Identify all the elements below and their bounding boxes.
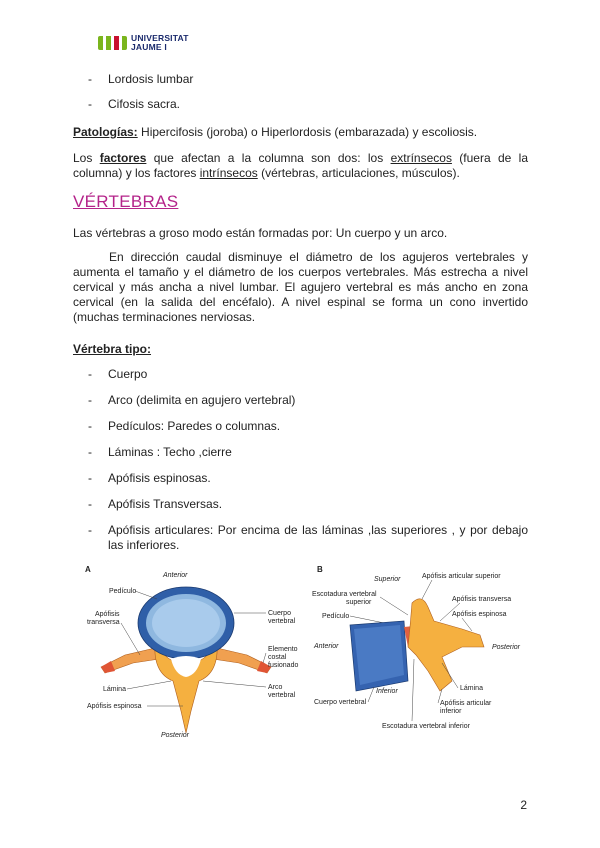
- figure-a-letter: A: [85, 565, 91, 574]
- logo-mark: [98, 36, 127, 50]
- list-item: - Apófisis articulares: Por encima de las láminas ,las superiores , y por debajo las inferiores.: [88, 523, 528, 552]
- list-item: - Lordosis lumbar: [88, 72, 194, 86]
- escotadura-inferior-label: Escotadura vertebral inferior: [382, 723, 470, 730]
- arco-vertebral-label: Arco: [268, 684, 283, 691]
- arco-vertebral-label-2: vertebral: [268, 692, 296, 699]
- lamina-label-b: Lámina: [460, 685, 483, 692]
- escotadura-superior-label-2: superior: [346, 599, 372, 606]
- apofisis-articular-inferior-label-2: inferior: [440, 708, 462, 715]
- apofisis-transversa-label-b: Apófisis transversa: [452, 596, 512, 603]
- logo-text: UNIVERSITAT JAUME I: [131, 33, 189, 52]
- vertebral-body-b-inner: [354, 625, 404, 685]
- list-item: - Láminas : Techo ,cierre: [88, 445, 232, 459]
- posterior-label: Posterior: [161, 732, 190, 739]
- apofisis-transversa-label-2: transversa: [87, 619, 120, 626]
- elemento-costal-label: Elemento: [268, 646, 298, 653]
- list-item: - Pedículos: Paredes o columnas.: [88, 419, 281, 433]
- list-item: - Apófisis espinosas.: [88, 471, 211, 485]
- list-item: - Arco (delimita en agujero vertebral): [88, 393, 296, 407]
- list-item: - Cuerpo: [88, 367, 148, 381]
- apofisis-articular-superior-label: Apófisis articular superior: [422, 573, 501, 580]
- intro-paragraph: Las vértebras a groso modo están formadas por: Un cuerpo y un arco.: [73, 226, 448, 240]
- pediculo-label: Pedículo: [109, 588, 137, 595]
- apofisis-espinosa-label-b: Apófisis espinosa: [452, 611, 507, 618]
- inferior-label: Inferior: [376, 688, 398, 695]
- cuerpo-vertebral-label-b: Cuerpo vertebral: [314, 699, 367, 706]
- university-logo: [98, 34, 189, 52]
- vertebral-body-center: [152, 599, 220, 647]
- anterior-label: Anterior: [163, 572, 188, 579]
- vertebra-lateral-view-figure: [312, 563, 527, 733]
- main-paragraph: En dirección caudal disminuye el diámetro de los agujeros vertebrales y aumenta el tamaño y el diámetro de los cuerpos vertebrales. Más estrecha a nivel cervical y más ancha a nivel lumbar. El agujero vertebral es más ancho en zona cervical (en la salida del encéfalo). A nivel espinal se forma un cono invertido (muchas terminaciones nerviosas.: [73, 250, 528, 324]
- list-item: - Cifosis sacra.: [88, 97, 181, 111]
- apofisis-articular-inferior-label: Apófisis articular: [440, 700, 492, 707]
- superior-label: Superior: [374, 576, 401, 583]
- subsection-title: Vértebra tipo:: [73, 342, 152, 356]
- apofisis-espinosa-label: Apófisis espinosa: [87, 703, 142, 710]
- figure-b-letter: B: [317, 565, 323, 574]
- anterior-label-b: Anterior: [314, 643, 339, 650]
- escotadura-superior-label: Escotadura vertebral: [312, 591, 377, 598]
- posterior-label-b: Posterior: [492, 644, 521, 651]
- cuerpo-vertebral-label-2: vertebral: [268, 618, 296, 625]
- pediculo-label-b: Pedículo: [322, 613, 350, 620]
- apofisis-transversa-label: Apófisis: [95, 611, 120, 618]
- factores-paragraph: Los factores que afectan a la columna son dos: los extrínsecos (fuera de la columna) y los factores intrínsecos (vértebras, articulaciones, músculos).: [73, 151, 528, 180]
- cuerpo-vertebral-label: Cuerpo: [268, 610, 291, 617]
- patologias-paragraph: Patologías: Hipercifosis (joroba) o Hiperlordosis (embarazada) y escoliosis.: [73, 125, 478, 139]
- section-title: VÉRTEBRAS: [73, 192, 179, 211]
- page-number: 2: [520, 798, 527, 812]
- vertebra-superior-view-figure: [85, 563, 305, 743]
- elemento-costal-label-3: fusionado: [268, 662, 299, 669]
- elemento-costal-label-2: costal: [268, 654, 287, 661]
- list-item: - Apófisis Transversas.: [88, 497, 223, 511]
- lamina-label: Lámina: [103, 686, 126, 693]
